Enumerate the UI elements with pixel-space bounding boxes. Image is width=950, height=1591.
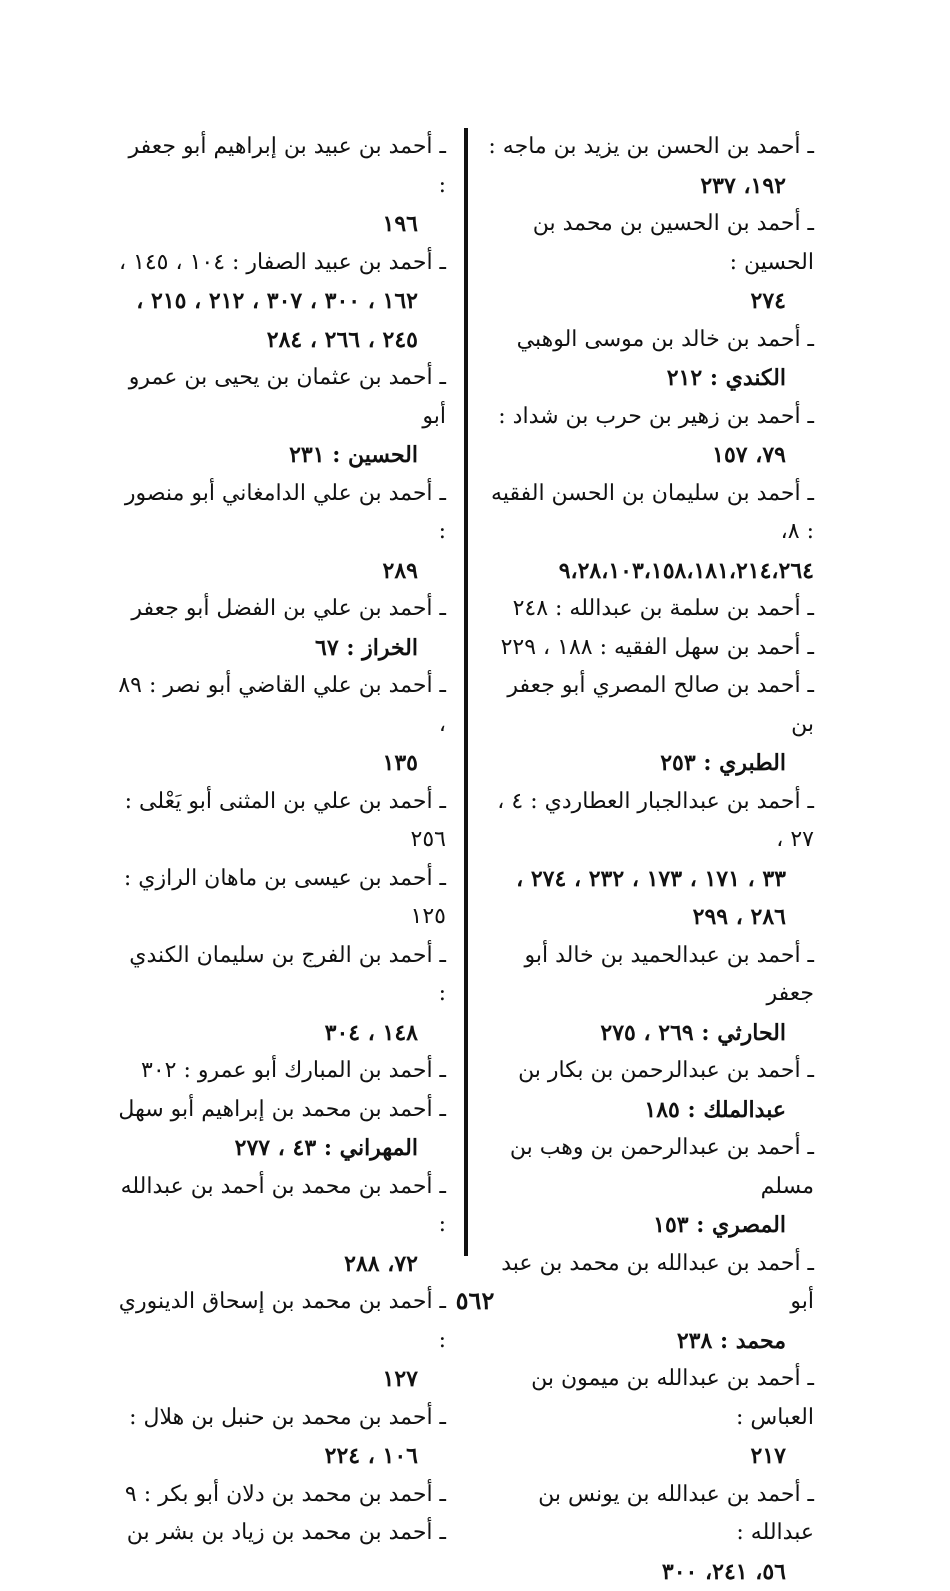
entry-pages: الطبري : ٢٥٣ xyxy=(484,744,814,783)
column-divider xyxy=(464,128,468,1256)
index-entry xyxy=(116,667,446,783)
entry-name: ـ أحمد بن محمد بن حنبل بن هلال : xyxy=(116,1399,446,1438)
index-entry xyxy=(116,590,446,667)
entry-name: ـ أحمد بن علي الدامغاني أبو منصور : xyxy=(116,475,446,552)
entry-name: ـ أحمد بن عبيد بن إبراهيم أبو جعفر : xyxy=(116,128,446,205)
entry-pages: ١٢٧ xyxy=(116,1360,446,1399)
index-entry xyxy=(484,321,814,398)
index-entry xyxy=(116,1052,446,1091)
entry-name: ـ أحمد بن سلمة بن عبدالله : ٢٤٨ xyxy=(484,590,814,629)
entry-pages: ١٩٦ xyxy=(116,205,446,244)
entry-pages: المهراني : ٤٣ ، ٢٧٧ xyxy=(116,1129,446,1168)
entry-pages: ١٦٢ ، ٣٠٠ ، ٣٠٧ ، ٢١٢ ، ٢١٥ ، xyxy=(116,282,446,321)
entry-name: ـ أحمد بن محمد بن إبراهيم أبو سهل xyxy=(116,1091,446,1130)
entry-pages: ٢٧٤ xyxy=(484,282,814,321)
index-entry xyxy=(484,128,814,205)
entry-name: ـ أحمد بن الحسن بن يزيد بن ماجه : xyxy=(484,128,814,167)
index-entry xyxy=(116,244,446,360)
index-entry xyxy=(484,1476,814,1591)
entry-name: ـ أحمد بن محمد بن إسحاق الدينوري : xyxy=(116,1283,446,1360)
entry-name: ـ أحمد بن صالح المصري أبو جعفر بن xyxy=(484,667,814,744)
entry-name: ـ أحمد بن علي بن المثنى أبو يَعْلى : ٢٥٦ xyxy=(116,783,446,860)
entry-name: ـ أحمد بن عبدالله بن محمد بن عبد أبو xyxy=(484,1245,814,1322)
entry-pages: ٥٦، ٢٤١، ٣٠٠ xyxy=(484,1553,814,1591)
index-entry xyxy=(116,1476,446,1515)
entry-name: ـ أحمد بن المبارك أبو عمرو : ٣٠٢ xyxy=(116,1052,446,1091)
index-entry xyxy=(484,1360,814,1476)
index-entry xyxy=(116,359,446,475)
index-entry xyxy=(116,1399,446,1476)
entry-pages: ١٩٢، ٢٣٧ xyxy=(484,167,814,206)
entry-name: ـ أحمد بن خالد بن موسى الوهبي xyxy=(484,321,814,360)
entry-name: ـ أحمد بن محمد بن دلان أبو بكر : ٩ xyxy=(116,1476,446,1515)
entry-name: ـ أحمد بن محمد بن زياد بن بشر بن xyxy=(116,1514,446,1553)
index-entry xyxy=(484,1129,814,1245)
entry-name: ـ أحمد بن الحسين بن محمد بن الحسين : xyxy=(484,205,814,282)
entry-name: ـ أحمد بن الفرج بن سليمان الكندي : xyxy=(116,937,446,1014)
right-column xyxy=(484,128,814,1591)
index-entry xyxy=(116,128,446,244)
index-entry xyxy=(484,475,814,591)
entry-name: ـ أحمد بن عثمان بن يحيى بن عمرو أبو xyxy=(116,359,446,436)
entry-pages: محمد : ٢٣٨ xyxy=(484,1322,814,1361)
entry-pages: ٧٩، ١٥٧ xyxy=(484,436,814,475)
index-entry xyxy=(484,667,814,783)
entry-name: ـ أحمد بن عبدالحميد بن خالد أبو جعفر xyxy=(484,937,814,1014)
index-entry xyxy=(484,205,814,321)
entry-name: ـ أحمد بن محمد بن أحمد بن عبدالله : xyxy=(116,1168,446,1245)
page-number: ٥٦٢ xyxy=(0,1286,950,1315)
entry-name: ـ أحمد بن عبدالله بن ميمون بن العباس : xyxy=(484,1360,814,1437)
entry-name: ـ أحمد بن زهير بن حرب بن شداد : xyxy=(484,398,814,437)
entry-pages: عبدالملك : ١٨٥ xyxy=(484,1091,814,1130)
entry-name: ـ أحمد بن علي القاضي أبو نصر : ٨٩ ، xyxy=(116,667,446,744)
entry-name: ـ أحمد بن عيسى بن ماهان الرازي : ١٢٥ xyxy=(116,860,446,937)
left-column xyxy=(116,128,446,1553)
index-entry xyxy=(484,629,814,668)
index-entry xyxy=(484,590,814,629)
entry-pages: ٢٤٥ ، ٢٦٦ ، ٢٨٤ xyxy=(116,321,446,360)
index-entry xyxy=(116,1168,446,1284)
entry-pages: ٢٨٩ xyxy=(116,552,446,591)
index-entry xyxy=(116,937,446,1053)
entry-pages: المصري : ١٥٣ xyxy=(484,1206,814,1245)
entry-pages: ١٤٨ ، ٣٠٤ xyxy=(116,1014,446,1053)
entry-name: ـ أحمد بن علي بن الفضل أبو جعفر xyxy=(116,590,446,629)
index-entry xyxy=(116,1091,446,1168)
entry-pages: ١٣٥ xyxy=(116,744,446,783)
entry-name: ـ أحمد بن عبدالرحمن بن بكار بن xyxy=(484,1052,814,1091)
index-entry xyxy=(116,475,446,591)
index-entry xyxy=(484,1052,814,1129)
entry-pages: ٢٨٦ ، ٢٩٩ xyxy=(484,898,814,937)
index-entry xyxy=(116,783,446,860)
index-entry xyxy=(484,398,814,475)
index-entry xyxy=(484,783,814,937)
entry-pages: الحسين : ٢٣١ xyxy=(116,436,446,475)
entry-pages: ٧٢، ٢٨٨ xyxy=(116,1245,446,1284)
entry-name: ـ أحمد بن سهل الفقيه : ١٨٨ ، ٢٢٩ xyxy=(484,629,814,668)
index-entry xyxy=(484,937,814,1053)
entry-pages: ١٠٦ ، ٢٢٤ xyxy=(116,1437,446,1476)
entry-pages: الكندي : ٢١٢ xyxy=(484,359,814,398)
entry-name: ـ أحمد بن سليمان بن الحسن الفقيه : ٨، xyxy=(484,475,814,552)
index-entry xyxy=(116,1514,446,1553)
entry-pages: الخراز : ٦٧ xyxy=(116,629,446,668)
entry-name: ـ أحمد بن عبدالرحمن بن وهب بن مسلم xyxy=(484,1129,814,1206)
entry-pages: ٢١٧ xyxy=(484,1437,814,1476)
entry-pages: الحارثي : ٢٦٩ ، ٢٧٥ xyxy=(484,1014,814,1053)
entry-name: ـ أحمد بن عبدالجبار العطاردي : ٤ ، ٢٧ ، xyxy=(484,783,814,860)
entry-name: ـ أحمد بن عبدالله بن يونس بن عبدالله : xyxy=(484,1476,814,1553)
entry-pages: ٩،٢٨،١٠٣،١٥٨،١٨١،٢١٤،٢٦٤ xyxy=(484,552,814,591)
entry-pages: ٣٣ ، ١٧١ ، ١٧٣ ، ٢٣٢ ، ٢٧٤ ، xyxy=(484,860,814,899)
entry-name: ـ أحمد بن عبيد الصفار : ١٠٤ ، ١٤٥ ، xyxy=(116,244,446,283)
index-entry xyxy=(116,860,446,937)
